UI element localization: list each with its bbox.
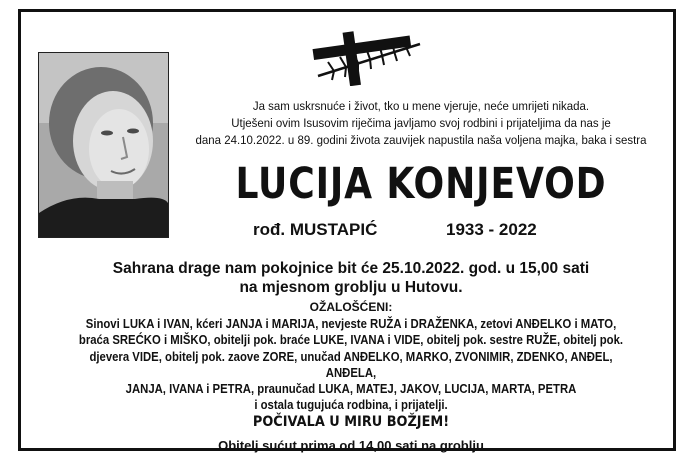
mourners-line: djevera VIDE, obitelj pok. zaove ZORE, unučad ANĐELKO, MARKO, ZVONIMIR, ZDENKO, ANĐEL, ANĐELA, [89,349,613,380]
intro-line: dana 24.10.2022. u 89. godini života zauvijek napustila naša voljena majka, baka i sestra [195,133,647,147]
mourners-heading: OŽALOŠĆENI: [309,300,393,314]
mourners-line: i ostala tugujuća rodbina, i prijatelji. [254,398,448,413]
cross-with-palm-branch-icon [304,26,424,86]
intro-text [191,98,652,149]
funeral-line: na mjesnom groblju u Hutovu. [239,279,463,296]
obituary-frame [18,9,676,451]
mourners-list [63,316,639,414]
portrait-photo [38,52,169,238]
funeral-notice [41,259,661,297]
mourners-line: Sinovi LUKA i IVAN, kćeri JANJA i MARIJA, nevjeste RUŽA i DRAŽENKA, zetovi ANĐELKO i MATO, [85,317,617,331]
intro-line: Utješeni ovim Isusovim riječima javljamo svoj rodbini i prijateljima da nas je [231,116,611,130]
intro-line: Ja sam uskrsnuće i život, tko u mene vjeruje, neće umrijeti nikada. [252,99,590,113]
mourners-line: braća SREĆKO i MIŠKO, obitelji pok. braće LUKE, IVANA i VIDE, obitelj pok. sestre RUŽE, obitelj pok. [78,333,624,348]
portrait-illustration [39,53,168,237]
deceased-name: LUCIJA KONJEVOD [235,159,607,209]
funeral-line: Sahrana drage nam pokojnice bit će 25.10.2022. god. u 15,00 sati [112,260,590,277]
rest-in-peace: POČIVALA U MIRU BOŽJEM! [252,414,450,430]
maiden-name: rođ. MUSTAPIĆ [253,220,378,239]
condolences-note: Obitelj sućut prima od 14,00 sati na groblju [218,438,484,453]
mourners-line: JANJA, IVANA i PETRA, praunučad LUKA, MATEJ, JAKOV, LUCIJA, MARTA, PETRA [125,382,577,397]
life-years: 1933 - 2022 [446,220,537,239]
